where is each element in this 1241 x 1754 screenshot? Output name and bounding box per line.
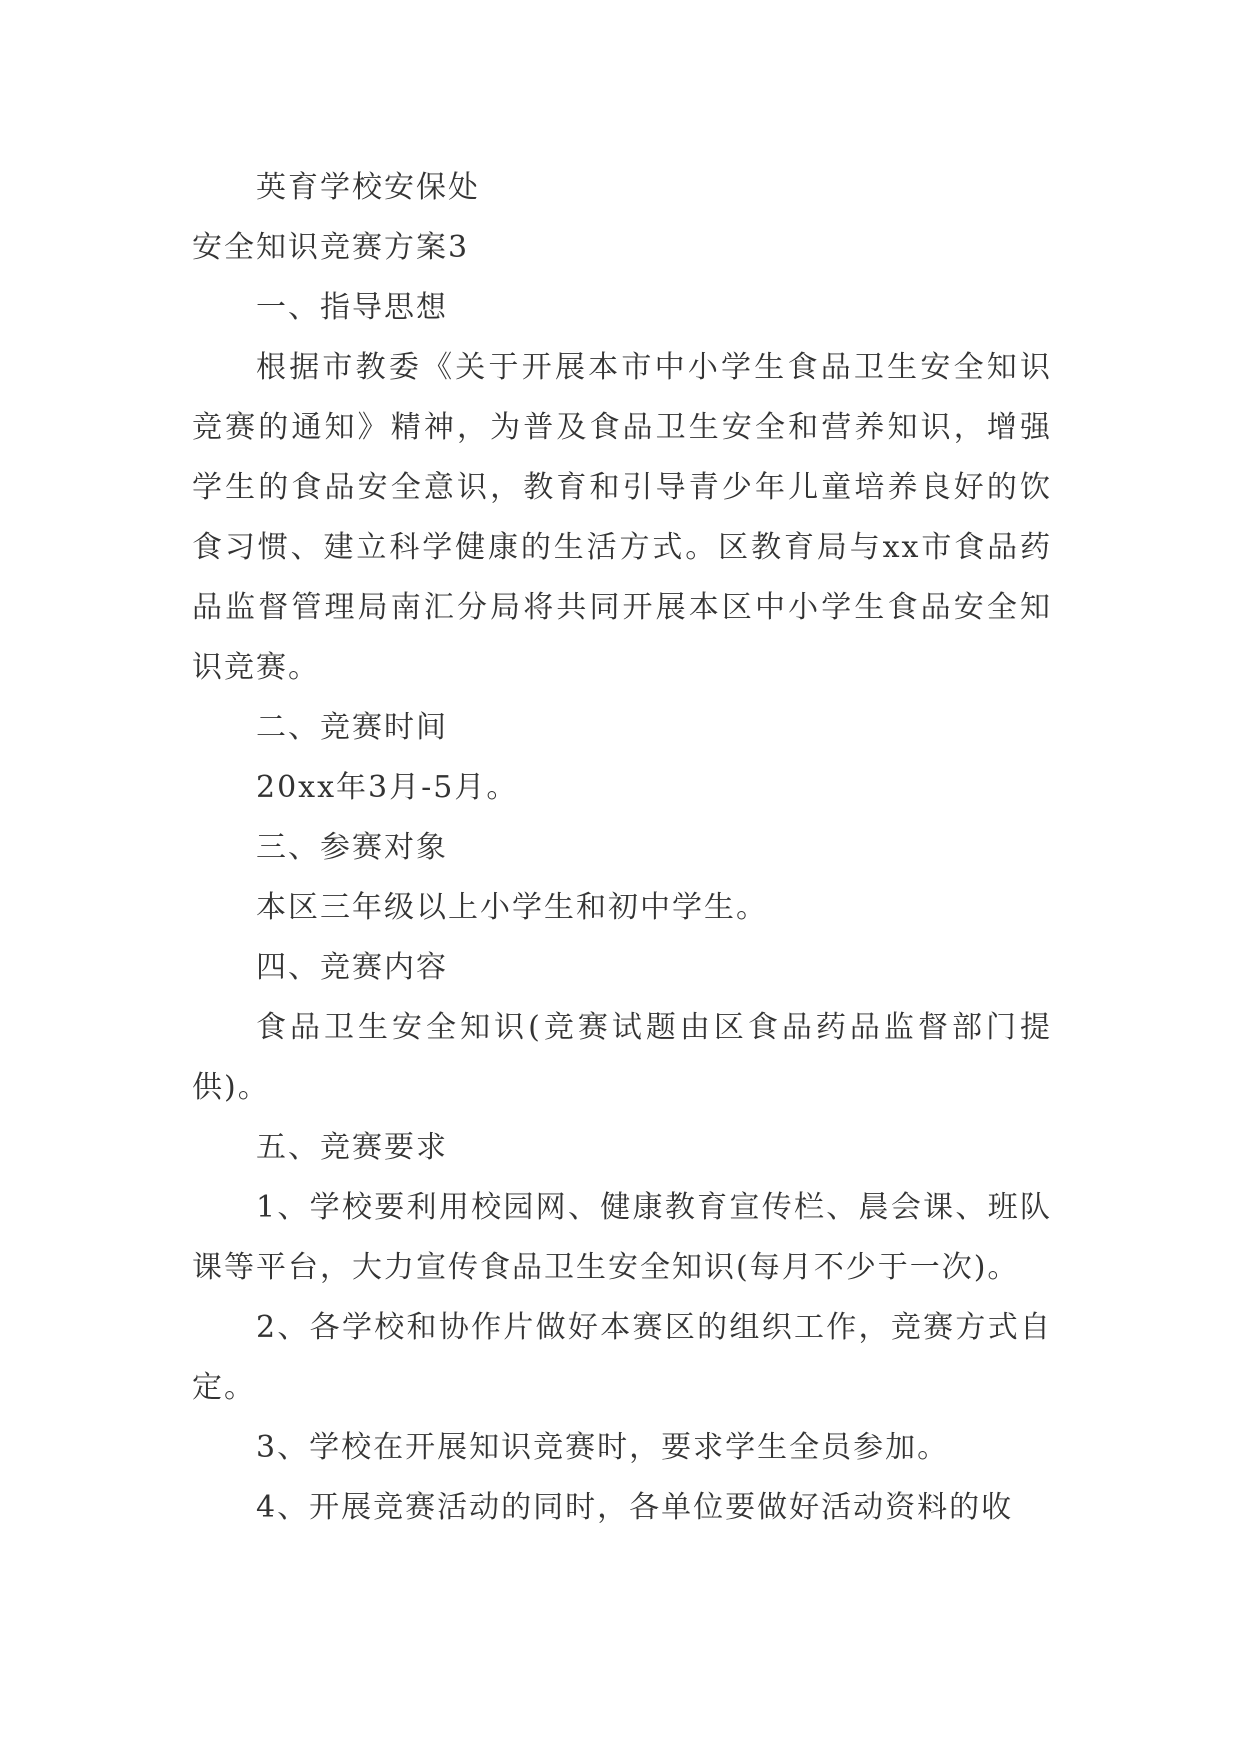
paragraph-competition-content: 食品卫生安全知识(竞赛试题由区食品药品监督部门提供)。 <box>192 1010 1052 1105</box>
section-heading-competition-requirements: 五、竞赛要求 <box>256 1130 448 1165</box>
signature-line: 英育学校安保处 <box>256 170 480 205</box>
requirement-item-1: 1、学校要利用校园网、健康教育宣传栏、晨会课、班队课等平台，大力宣传食品卫生安全知识(每月不少于一次)。 <box>192 1190 1052 1285</box>
section-heading-competition-content: 四、竞赛内容 <box>256 950 448 985</box>
document-body <box>192 158 1052 1538</box>
requirement-item-3: 3、学校在开展知识竞赛时，要求学生全员参加。 <box>256 1430 950 1465</box>
section-heading-participants: 三、参赛对象 <box>256 830 448 865</box>
requirement-item-2: 2、各学校和协作片做好本赛区的组织工作，竞赛方式自定。 <box>192 1310 1052 1405</box>
paragraph-competition-time: 20xx年3月-5月。 <box>256 770 519 805</box>
paragraph-participants: 本区三年级以上小学生和初中学生。 <box>256 890 768 925</box>
section-heading-guiding-ideology: 一、指导思想 <box>256 290 448 325</box>
section-heading-competition-time: 二、竞赛时间 <box>256 710 448 745</box>
document-title: 安全知识竞赛方案3 <box>192 230 470 265</box>
requirement-item-4: 4、开展竞赛活动的同时，各单位要做好活动资料的收 <box>256 1490 1014 1525</box>
paragraph-guiding-ideology: 根据市教委《关于开展本市中小学生食品卫生安全知识竞赛的通知》精神，为普及食品卫生安全和营养知识，增强学生的食品安全意识，教育和引导青少年儿童培养良好的饮食习惯、建立科学健康的生活方式。区教育局与xx市食品药品监督管理局南汇分局将共同开展本区中小学生食品安全知识竞赛。 <box>192 350 1052 685</box>
